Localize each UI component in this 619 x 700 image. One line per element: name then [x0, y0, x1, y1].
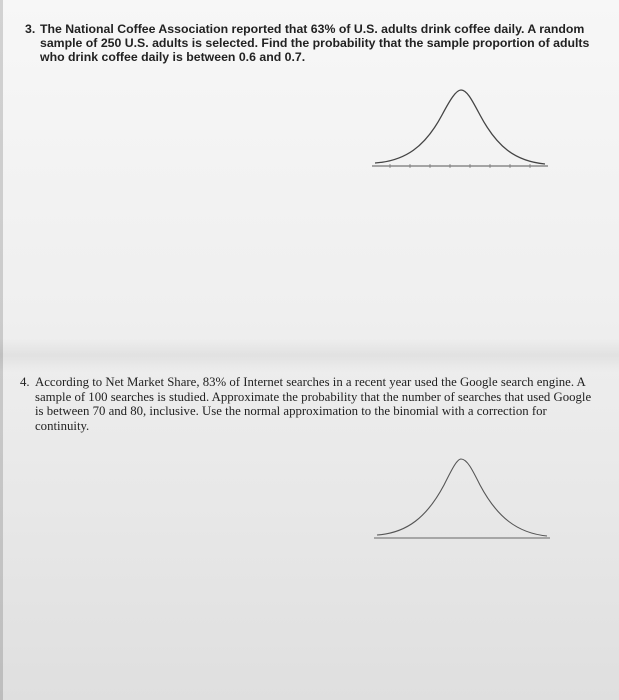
paper-fold-shadow — [0, 338, 619, 372]
problem-3-text: The National Coffee Association reported that 63% of U.S. adults drink coffee daily. A random sample of 250 U.S. adults is selected. Find the probability that the sample proportion of adults who drink coffee daily is between 0.6 and 0.7. — [40, 22, 590, 64]
normal-curve-figure-2 — [372, 455, 552, 550]
problem-3-number: 3. — [25, 22, 36, 36]
problem-4-number: 4. — [20, 375, 30, 389]
curve-2-bell — [377, 459, 547, 536]
problem-3 — [25, 22, 595, 64]
problem-4 — [20, 375, 595, 433]
curve-1-bell — [375, 90, 545, 164]
problem-4-text: According to Net Market Share, 83% of Internet searches in a recent year used the Google search engine. A sample of 100 searches is studied. Approximate the probability that the number of searches that used Google is between 70 and 80, inclusive. Use the normal approximation to the binomial with a correction for continuity. — [35, 375, 592, 433]
normal-curve-figure-1 — [370, 85, 550, 175]
